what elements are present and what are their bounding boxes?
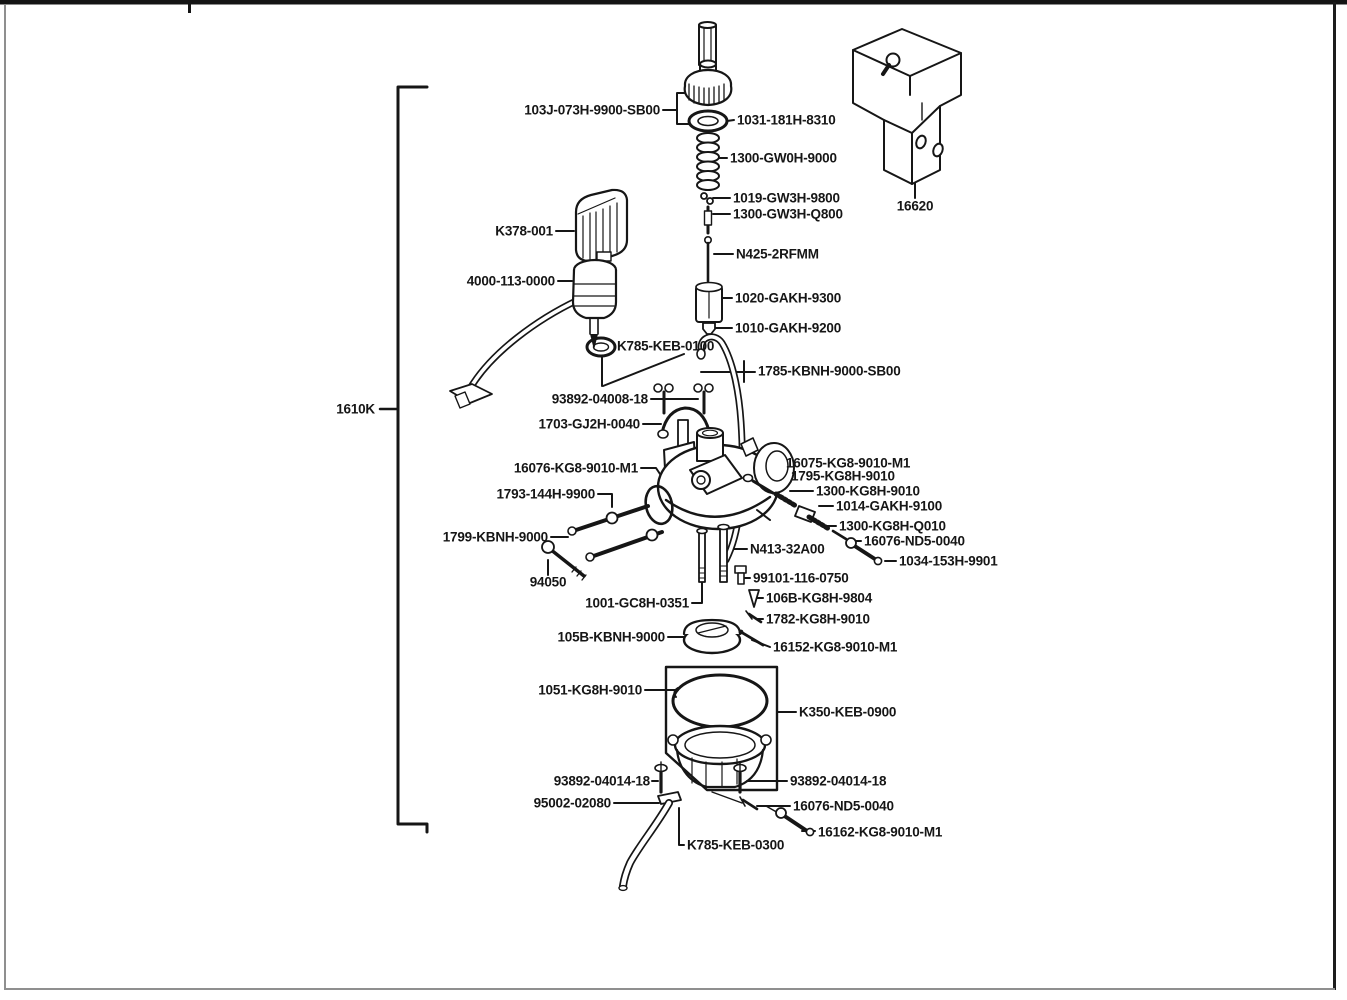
part-label: 16620 <box>896 198 934 214</box>
part-label: 1300-KG8H-9010 <box>816 483 920 499</box>
part-label: 4000-113-0000 <box>466 273 555 289</box>
part-label: 1300-GW0H-9000 <box>730 150 837 166</box>
part-label: 94050 <box>529 574 567 590</box>
part-label: 1782-KG8H-9010 <box>766 611 870 627</box>
part-label: 1793-144H-9900 <box>496 486 595 502</box>
part-label: 16076-KG8-9010-M1 <box>513 460 638 476</box>
part-label: K350-KEB-0900 <box>799 704 897 720</box>
part-label: 1001-GC8H-0351 <box>585 595 689 611</box>
part-label: 1799-KBNH-9000 <box>442 529 548 545</box>
part-label: 105B-KBNH-9000 <box>557 629 665 645</box>
part-throttle-spring <box>697 133 719 190</box>
part-float-screw <box>746 611 761 622</box>
part-label: 16076-ND5-0040 <box>864 533 965 549</box>
part-label: 1019-GW3H-9800 <box>733 190 840 206</box>
part-label: K378-001 <box>495 223 553 239</box>
part-float-pin <box>739 630 763 645</box>
part-adjust-screws <box>697 525 729 583</box>
part-mounting-bracket <box>853 29 961 184</box>
assembly-bracket <box>380 87 427 832</box>
part-label: 1300-KG8H-Q010 <box>839 518 946 534</box>
part-label: 1300-GW3H-Q800 <box>733 206 843 222</box>
part-label: 103J-073H-9900-SB00 <box>524 102 660 118</box>
part-label: 1020-GAKH-9300 <box>735 290 842 306</box>
part-label: 1051-KG8H-9010 <box>538 682 642 698</box>
part-label: 16162-KG8-9010-M1 <box>818 824 943 840</box>
part-label: 93892-04008-18 <box>551 391 648 407</box>
part-label: 1034-153H-9901 <box>899 553 998 569</box>
part-label: K785-KEB-0100 <box>617 338 715 354</box>
part-main-jet <box>735 566 746 584</box>
part-label: 93892-04014-18 <box>790 773 887 789</box>
part-float <box>684 620 740 653</box>
part-label: 1031-181H-8310 <box>737 112 836 128</box>
part-seal-ring <box>689 111 727 131</box>
part-throttle-valve <box>696 283 722 323</box>
part-label: 1703-GJ2H-0040 <box>538 416 640 432</box>
part-label: 16152-KG8-9010-M1 <box>773 639 898 655</box>
part-jet-holder <box>703 323 715 334</box>
part-label: 1785-KBNH-9000-SB00 <box>758 363 901 379</box>
part-float-chamber-set <box>666 667 777 790</box>
part-drain-screw <box>712 792 757 809</box>
part-label: 99101-116-0750 <box>753 570 849 586</box>
part-label: 1610K <box>336 401 375 417</box>
part-label: 1014-GAKH-9100 <box>836 498 943 514</box>
part-o-ring-top <box>587 338 615 356</box>
part-label: N425-2RFMM <box>736 246 819 262</box>
part-label: K785-KEB-0300 <box>687 837 785 853</box>
part-label: 16076-ND5-0040 <box>793 798 894 814</box>
part-label: 106B-KG8H-9804 <box>766 590 873 606</box>
part-throttle-cap <box>685 61 732 106</box>
part-label: 16075-KG8-9010-M1 <box>786 455 911 471</box>
part-label: 1010-GAKH-9200 <box>735 320 842 336</box>
part-drain-tube <box>619 792 681 890</box>
part-cable-adjuster <box>699 22 716 65</box>
part-label: N413-32A00 <box>750 541 825 557</box>
part-label: 93892-04014-18 <box>553 773 650 789</box>
part-needle-clip <box>701 193 713 204</box>
part-cdi-unit <box>576 190 627 261</box>
part-carburetor-body <box>658 420 794 529</box>
part-label: 1795-KG8H-9010 <box>791 468 895 484</box>
part-label: 95002-02080 <box>533 795 611 811</box>
part-needle-rod <box>705 237 711 281</box>
part-jet-needle <box>705 207 712 233</box>
